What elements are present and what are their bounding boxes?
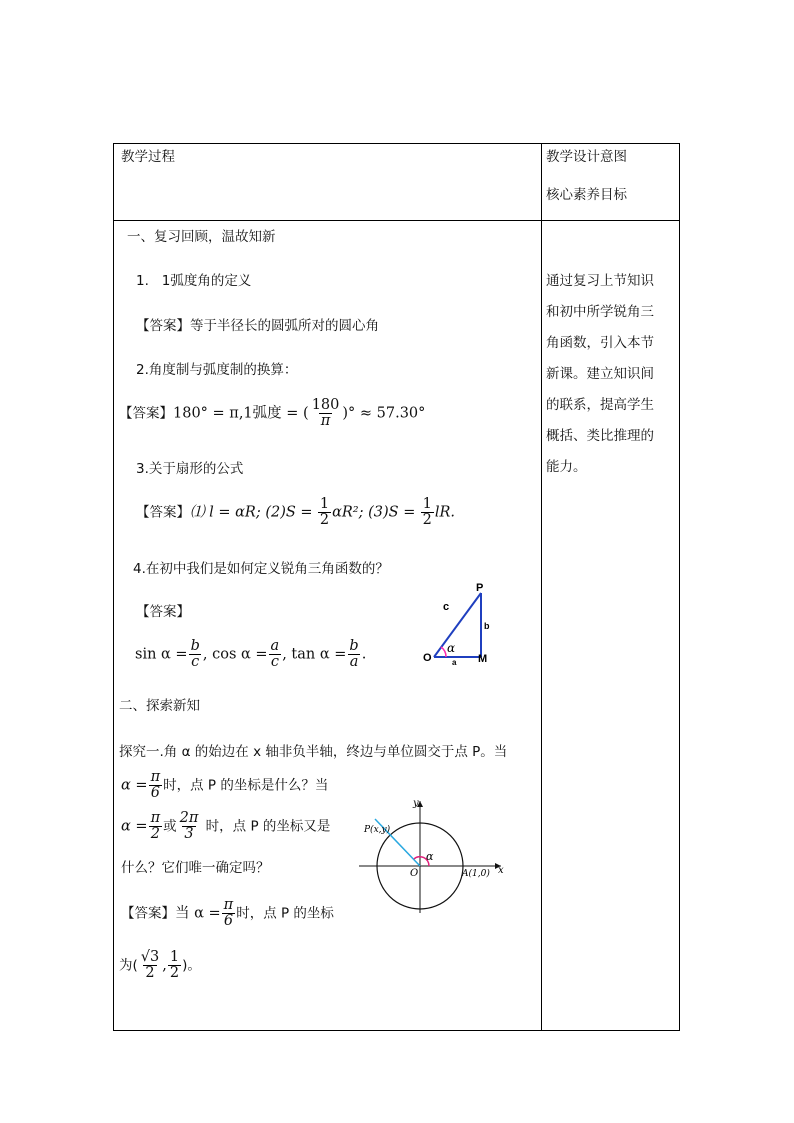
a3-fraction1 [318, 497, 331, 528]
ans-prefix: 当 α = [175, 905, 221, 922]
ans-label: 【答案】 [121, 905, 175, 922]
section1-title: 一、复习回顾，温故知新 [127, 229, 276, 245]
line3-suffix: 时，点 P 的坐标又是 [201, 818, 331, 835]
ans2-den2: 2 [169, 965, 180, 982]
intent-line: 概括、类比推理的 [546, 428, 654, 444]
header-divider [114, 220, 679, 221]
q1 [136, 273, 251, 289]
q4: 4.在初中我们是如何定义锐角三角函数的？ [133, 561, 389, 577]
section2-title: 二、探索新知 [119, 698, 200, 714]
label-P: P(x,y) [364, 825, 391, 835]
line2-prefix: α = [121, 777, 148, 794]
q3: 3.关于扇形的公式 [136, 461, 244, 477]
line3-or: 或 [163, 818, 177, 835]
label-M: M [478, 653, 488, 665]
a4-sin-num: b [190, 638, 200, 654]
design-intent-text [546, 266, 672, 483]
label-P: P [476, 582, 484, 594]
section2-answer-coords [119, 950, 201, 981]
ans-den: 6 [223, 913, 234, 930]
line3-fraction2 [178, 811, 201, 842]
label-alpha: α [426, 850, 434, 863]
a2-den: π [320, 413, 331, 430]
label-O: O [410, 868, 419, 879]
a3-part1: ⑴ l = αR; (2)S = [190, 504, 313, 521]
a3-den1: 2 [319, 512, 330, 529]
line3-fraction1 [149, 811, 163, 842]
header-right-line1: 教学设计意图 [546, 149, 627, 165]
a4-sin-fraction [189, 639, 202, 670]
line3-prefix: α = [121, 818, 148, 835]
intent-line: 通过复习上节知识 [546, 273, 654, 289]
line2-num: π [150, 769, 161, 785]
a2-part1: 180° = π,1弧度 = ( [173, 405, 309, 422]
line3-den1: 2 [150, 826, 160, 843]
q2: 2.角度制与弧度制的换算： [136, 362, 298, 378]
a4-cos-fraction [269, 639, 282, 670]
section2-answer [121, 898, 334, 929]
line2-den: 6 [150, 785, 160, 802]
explore-line1: 探究一.角 α 的始边在 x 轴非负半轴，终边与单位圆交于点 P。当 [119, 744, 508, 760]
ans2-num2: 1 [169, 949, 180, 965]
a4-tan-den: a [349, 654, 359, 671]
a2-part2: )° ≈ 57.30° [342, 405, 426, 422]
a3-num2: 1 [422, 496, 432, 512]
a4-sin: sin α = [135, 646, 188, 663]
unit-circle-figure [355, 793, 510, 913]
a3-part2: αR²; (3)S = [332, 504, 416, 521]
ans2-comma: , [162, 957, 167, 974]
a1 [136, 318, 379, 334]
column-divider [541, 144, 542, 1030]
line2-fraction [149, 770, 163, 801]
line3-num1: π [150, 810, 161, 826]
right-triangle-figure [418, 578, 508, 668]
ans-fraction [222, 898, 236, 929]
label-b: b [484, 621, 490, 631]
a3-num1: 1 [319, 496, 330, 512]
a3-part3: lR. [434, 504, 456, 521]
a4-tan-fraction [347, 639, 360, 670]
label-a: a [452, 658, 457, 667]
a4-cos-num: a [270, 638, 280, 654]
line2-suffix: 时，点 P 的坐标是什么？当 [163, 777, 329, 794]
a3-label: 【答案】 [136, 504, 190, 521]
header-right-line2: 核心素养目标 [546, 187, 627, 203]
a4-sin-den: c [191, 654, 200, 671]
intent-line: 能力。 [546, 459, 587, 475]
a1-label: 【答案】 [136, 318, 190, 334]
ans2-suffix: )。 [182, 957, 201, 974]
explore-line3 [121, 811, 330, 842]
a2-num: 180 [311, 397, 340, 413]
ans2-num1: √3 [140, 949, 160, 965]
a2-label: 【答案】 [119, 405, 173, 422]
ans2-den1: 2 [145, 965, 155, 982]
a2-fraction [310, 398, 342, 429]
a2 [119, 398, 425, 429]
angle-arc [441, 647, 446, 657]
header-left: 教学过程 [121, 149, 175, 165]
a3-fraction2 [421, 497, 434, 528]
q1-number: 1. [136, 273, 149, 289]
ans2-prefix: 为( [119, 957, 138, 974]
label-alpha: α [447, 641, 456, 655]
intent-line: 新课。建立知识间 [546, 366, 654, 382]
intent-line: 的联系，提高学生 [546, 397, 654, 413]
a4-cos: , cos α = [202, 646, 268, 663]
ans2-fraction2 [168, 950, 181, 981]
a4-end: . [361, 646, 367, 663]
line3-num2: 2π [179, 810, 199, 826]
q1-text: 1弧度角的定义 [161, 273, 252, 289]
explore-line2 [121, 770, 328, 801]
label-x: x [498, 865, 504, 876]
a4-tan-num: b [349, 638, 359, 654]
line3-den2: 3 [184, 826, 194, 843]
label-A: A(1,0) [462, 869, 490, 879]
a4-formula [135, 639, 366, 670]
a4-cos-den: c [270, 654, 279, 671]
a1-text: 等于半径长的圆弧所对的圆心角 [190, 318, 379, 334]
ans-suffix: 时，点 P 的坐标 [236, 905, 334, 922]
a4-label: 【答案】 [136, 604, 190, 620]
label-y: y [413, 798, 419, 809]
a3 [136, 497, 455, 528]
a4-tan: , tan α = [282, 646, 347, 663]
explore-line4: 什么？它们唯一确定吗？ [121, 860, 270, 876]
label-O: O [423, 652, 432, 664]
ans2-fraction1 [139, 950, 161, 981]
intent-line: 和初中所学锐角三 [546, 304, 654, 320]
ans-num: π [223, 897, 234, 913]
a3-den2: 2 [422, 512, 432, 529]
intent-line: 角函数，引入本节 [546, 335, 654, 351]
label-c: c [443, 601, 450, 613]
